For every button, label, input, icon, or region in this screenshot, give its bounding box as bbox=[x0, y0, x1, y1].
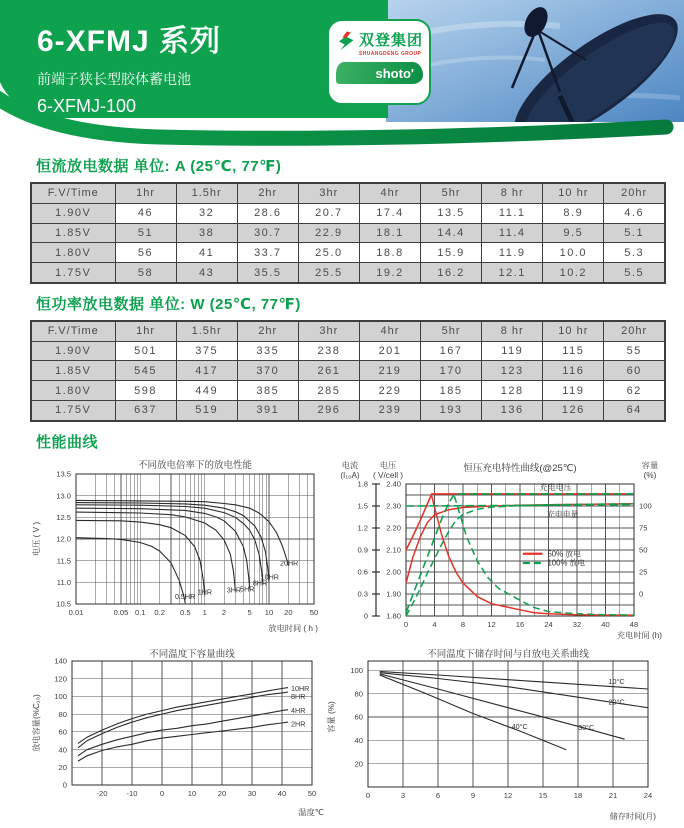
data-cell: 17.4 bbox=[359, 203, 420, 223]
svg-text:4: 4 bbox=[432, 619, 437, 629]
svg-text:9: 9 bbox=[470, 790, 476, 800]
table-header-row bbox=[31, 321, 665, 341]
column-header: 1hr bbox=[115, 183, 176, 203]
column-header: F.V/Time bbox=[31, 321, 115, 341]
svg-text:(%): (%) bbox=[643, 470, 657, 480]
data-cell: 239 bbox=[359, 401, 420, 421]
svg-text:11.0: 11.0 bbox=[56, 577, 71, 587]
svg-text:4HR: 4HR bbox=[291, 705, 306, 715]
data-cell: 20.7 bbox=[298, 203, 359, 223]
section-title-curves: 性能曲线 bbox=[36, 433, 99, 451]
data-cell: 116 bbox=[543, 361, 604, 381]
svg-text:30: 30 bbox=[247, 788, 257, 798]
svg-text:8HR: 8HR bbox=[291, 691, 306, 701]
svg-text:75: 75 bbox=[639, 523, 648, 533]
data-cell: 16.2 bbox=[421, 263, 482, 283]
data-cell: 193 bbox=[421, 401, 482, 421]
svg-text:50: 50 bbox=[639, 545, 648, 555]
data-cell: 18.1 bbox=[359, 223, 420, 243]
svg-text:0: 0 bbox=[365, 790, 371, 800]
chart-discharge-performance bbox=[30, 458, 324, 647]
data-cell: 51 bbox=[115, 223, 176, 243]
data-cell: 335 bbox=[237, 341, 298, 361]
shoto-wordmark: shoto' bbox=[375, 65, 414, 81]
data-cell: 219 bbox=[359, 361, 420, 381]
charts-grid bbox=[30, 458, 670, 828]
data-cell: 391 bbox=[237, 401, 298, 421]
data-cell: 55 bbox=[604, 341, 665, 361]
svg-text:储存时间(月): 储存时间(月) bbox=[609, 811, 656, 821]
brand-name-en: SHUANGDENG GROUP bbox=[358, 51, 422, 57]
svg-text:24: 24 bbox=[643, 790, 653, 800]
svg-text:0.3: 0.3 bbox=[357, 589, 368, 599]
svg-text:0.2: 0.2 bbox=[154, 607, 165, 617]
page-title: 6-XFMJ 系列 bbox=[37, 25, 222, 58]
svg-text:100: 100 bbox=[54, 691, 67, 701]
data-cell: 30.7 bbox=[237, 223, 298, 243]
svg-text:0.5: 0.5 bbox=[180, 607, 191, 617]
chart-cv-charge bbox=[324, 458, 666, 642]
svg-text:50% 放电: 50% 放电 bbox=[547, 549, 581, 559]
series-8HR bbox=[78, 692, 288, 748]
data-cell: 417 bbox=[176, 361, 237, 381]
svg-text:3: 3 bbox=[400, 790, 406, 800]
data-cell: 38 bbox=[176, 223, 237, 243]
shoto-swoosh bbox=[336, 62, 423, 84]
data-cell: 296 bbox=[298, 401, 359, 421]
data-cell: 126 bbox=[543, 401, 604, 421]
svg-text:50: 50 bbox=[309, 607, 319, 617]
content bbox=[0, 155, 684, 828]
table-row bbox=[31, 243, 665, 263]
column-header: F.V/Time bbox=[31, 183, 115, 203]
data-cell: 11.4 bbox=[482, 223, 543, 243]
data-cell: 449 bbox=[176, 381, 237, 401]
svg-text:100% 放电: 100% 放电 bbox=[547, 558, 586, 568]
svg-text:放电时间 ( h ): 放电时间 ( h ) bbox=[268, 623, 318, 633]
column-header: 2hr bbox=[237, 183, 298, 203]
series-8HR bbox=[76, 505, 263, 585]
data-cell: 22.9 bbox=[298, 223, 359, 243]
svg-text:充电电量: 充电电量 bbox=[546, 509, 579, 519]
data-cell: 60 bbox=[604, 361, 665, 381]
column-header: 8 hr bbox=[482, 321, 543, 341]
data-cell: 170 bbox=[421, 361, 482, 381]
svg-text:0.01: 0.01 bbox=[68, 607, 84, 617]
svg-text:0: 0 bbox=[403, 619, 409, 629]
table-row bbox=[31, 381, 665, 401]
svg-text:10.5: 10.5 bbox=[56, 599, 71, 609]
svg-text:5HR: 5HR bbox=[240, 584, 255, 594]
column-header: 3hr bbox=[298, 321, 359, 341]
svg-text:8HR: 8HR bbox=[252, 578, 268, 588]
svg-text:16: 16 bbox=[515, 619, 525, 629]
svg-text:60: 60 bbox=[354, 712, 363, 722]
svg-text:1.5: 1.5 bbox=[357, 501, 368, 511]
section-title-constant-power: 恒功率放电数据 单位: W (25℃, 77℉) bbox=[36, 295, 301, 313]
svg-text:60: 60 bbox=[58, 727, 67, 737]
svg-text:容量: 容量 bbox=[641, 460, 659, 470]
svg-text:0: 0 bbox=[62, 780, 67, 790]
svg-text:电压: 电压 bbox=[379, 460, 397, 470]
data-cell: 41 bbox=[176, 243, 237, 263]
svg-text:40: 40 bbox=[354, 735, 363, 745]
svg-text:20: 20 bbox=[58, 762, 67, 772]
column-header: 10 hr bbox=[543, 183, 604, 203]
svg-text:40°C: 40°C bbox=[511, 721, 528, 731]
row-header-cell: 1.75V bbox=[31, 263, 115, 283]
data-cell: 5.3 bbox=[604, 243, 665, 263]
svg-text:50: 50 bbox=[307, 788, 317, 798]
svg-text:电流: 电流 bbox=[341, 460, 359, 470]
data-cell: 167 bbox=[421, 341, 482, 361]
row-header-cell: 1.80V bbox=[31, 243, 115, 263]
data-cell: 119 bbox=[543, 381, 604, 401]
svg-text:100: 100 bbox=[350, 665, 363, 675]
svg-text:(I₁₀A): (I₁₀A) bbox=[340, 470, 360, 480]
brand-name-cn: 双登集团 bbox=[358, 32, 423, 49]
svg-text:140: 140 bbox=[54, 656, 67, 666]
row-header-cell: 1.80V bbox=[31, 381, 115, 401]
svg-text:12: 12 bbox=[503, 790, 513, 800]
section-title-constant-current: 恒流放电数据 单位: A (25℃, 77℉) bbox=[36, 158, 282, 175]
data-cell: 32 bbox=[176, 203, 237, 223]
svg-text:0: 0 bbox=[159, 788, 165, 798]
svg-text:10HR: 10HR bbox=[260, 572, 280, 582]
data-cell: 56 bbox=[115, 243, 176, 263]
page-subtitle: 前端子狭长型胶体蓄电池 bbox=[37, 71, 191, 87]
svg-text:10HR: 10HR bbox=[291, 683, 310, 693]
svg-text:2.00: 2.00 bbox=[386, 567, 401, 577]
svg-text:10°C: 10°C bbox=[608, 676, 625, 686]
series-current-50 bbox=[432, 496, 634, 615]
svg-text:0: 0 bbox=[363, 611, 368, 621]
svg-text:8: 8 bbox=[460, 619, 466, 629]
svg-text:20HR: 20HR bbox=[279, 558, 299, 568]
svg-text:1.80: 1.80 bbox=[386, 611, 401, 621]
data-cell: 13.5 bbox=[421, 203, 482, 223]
svg-text:充电时间 (h): 充电时间 (h) bbox=[616, 630, 662, 640]
column-header: 10 hr bbox=[543, 321, 604, 341]
column-header: 4hr bbox=[359, 183, 420, 203]
svg-text:2.20: 2.20 bbox=[386, 523, 401, 533]
svg-text:12: 12 bbox=[487, 619, 496, 629]
svg-text:10: 10 bbox=[187, 788, 197, 798]
table-row bbox=[31, 203, 665, 223]
svg-text:80: 80 bbox=[58, 709, 67, 719]
svg-text:13.5: 13.5 bbox=[56, 469, 71, 479]
column-header: 3hr bbox=[298, 183, 359, 203]
column-header: 1hr bbox=[115, 321, 176, 341]
data-cell: 12.1 bbox=[482, 263, 543, 283]
svg-text:1.2: 1.2 bbox=[357, 523, 368, 533]
svg-text:120: 120 bbox=[54, 674, 67, 684]
svg-text:20°C: 20°C bbox=[608, 697, 625, 707]
svg-text:40: 40 bbox=[277, 788, 287, 798]
column-header: 2hr bbox=[237, 321, 298, 341]
data-cell: 15.9 bbox=[421, 243, 482, 263]
svg-text:21: 21 bbox=[608, 790, 618, 800]
column-header: 1.5hr bbox=[176, 321, 237, 341]
row-header-cell: 1.75V bbox=[31, 401, 115, 421]
svg-text:13.0: 13.0 bbox=[56, 491, 71, 501]
data-cell: 501 bbox=[115, 341, 176, 361]
data-cell: 33.7 bbox=[237, 243, 298, 263]
table-row bbox=[31, 341, 665, 361]
svg-text:2.40: 2.40 bbox=[386, 479, 401, 489]
svg-text:不同放电倍率下的放电性能: 不同放电倍率下的放电性能 bbox=[137, 459, 253, 471]
data-cell: 11.9 bbox=[482, 243, 543, 263]
data-cell: 229 bbox=[359, 381, 420, 401]
svg-text:1.8: 1.8 bbox=[357, 479, 368, 489]
data-cell: 119 bbox=[482, 341, 543, 361]
svg-text:100: 100 bbox=[639, 501, 652, 511]
svg-text:12.5: 12.5 bbox=[56, 512, 71, 522]
svg-text:40: 40 bbox=[601, 619, 610, 629]
svg-text:1HR: 1HR bbox=[197, 587, 213, 597]
data-cell: 136 bbox=[482, 401, 543, 421]
chart-storage-selfdischarge bbox=[324, 647, 666, 828]
svg-text:2HR: 2HR bbox=[291, 719, 306, 729]
svg-text:10: 10 bbox=[264, 607, 274, 617]
data-cell: 385 bbox=[237, 381, 298, 401]
data-cell: 18.8 bbox=[359, 243, 420, 263]
svg-text:40: 40 bbox=[58, 745, 67, 755]
data-cell: 598 bbox=[115, 381, 176, 401]
svg-text:6: 6 bbox=[435, 790, 441, 800]
svg-text:5: 5 bbox=[247, 607, 252, 617]
svg-text:12.0: 12.0 bbox=[56, 534, 71, 544]
data-cell: 14.4 bbox=[421, 223, 482, 243]
column-header: 5hr bbox=[421, 321, 482, 341]
row-header-cell: 1.90V bbox=[31, 203, 115, 223]
data-cell: 123 bbox=[482, 361, 543, 381]
svg-text:25: 25 bbox=[639, 567, 648, 577]
svg-text:0: 0 bbox=[639, 589, 644, 599]
svg-text:3HR: 3HR bbox=[226, 585, 242, 595]
model-number: 6-XFMJ-100 bbox=[37, 96, 137, 116]
data-cell: 115 bbox=[543, 341, 604, 361]
svg-text:电压 ( V ): 电压 ( V ) bbox=[32, 521, 41, 556]
data-cell: 25.0 bbox=[298, 243, 359, 263]
svg-text:20: 20 bbox=[284, 607, 293, 617]
svg-text:48: 48 bbox=[629, 619, 639, 629]
data-cell: 261 bbox=[298, 361, 359, 381]
column-header: 20hr bbox=[604, 183, 665, 203]
data-cell: 519 bbox=[176, 401, 237, 421]
svg-text:不同温度下容量曲线: 不同温度下容量曲线 bbox=[149, 648, 235, 660]
constant-current-table bbox=[30, 182, 666, 284]
svg-text:0.1: 0.1 bbox=[135, 607, 146, 617]
table-row bbox=[31, 223, 665, 243]
chart-temp-capacity bbox=[30, 647, 324, 828]
data-cell: 10.2 bbox=[543, 263, 604, 283]
chart-storage-selfdischarge bbox=[324, 647, 660, 823]
svg-text:温度℃: 温度℃ bbox=[298, 807, 324, 817]
data-cell: 637 bbox=[115, 401, 176, 421]
data-cell: 43 bbox=[176, 263, 237, 283]
svg-text:-10: -10 bbox=[126, 788, 138, 798]
data-cell: 11.1 bbox=[482, 203, 543, 223]
svg-text:0.9: 0.9 bbox=[357, 545, 368, 555]
svg-text:恒压充电特性曲线(@25℃): 恒压充电特性曲线(@25℃) bbox=[463, 462, 577, 474]
data-cell: 10.0 bbox=[543, 243, 604, 263]
header-banner bbox=[0, 0, 684, 146]
svg-text:容量 (%): 容量 (%) bbox=[327, 701, 336, 733]
constant-power-table bbox=[30, 320, 666, 422]
data-cell: 370 bbox=[237, 361, 298, 381]
svg-text:24: 24 bbox=[544, 619, 553, 629]
svg-text:0.6: 0.6 bbox=[357, 567, 368, 577]
data-cell: 8.9 bbox=[543, 203, 604, 223]
svg-text:充电电压: 充电电压 bbox=[539, 483, 572, 493]
table-row bbox=[31, 361, 665, 381]
data-cell: 25.5 bbox=[298, 263, 359, 283]
svg-text:2: 2 bbox=[221, 607, 227, 617]
row-header-cell: 1.85V bbox=[31, 361, 115, 381]
svg-text:2.10: 2.10 bbox=[386, 545, 401, 555]
svg-text:18: 18 bbox=[573, 790, 583, 800]
data-cell: 9.5 bbox=[543, 223, 604, 243]
data-cell: 35.5 bbox=[237, 263, 298, 283]
data-cell: 64 bbox=[604, 401, 665, 421]
column-header: 5hr bbox=[421, 183, 482, 203]
data-cell: 201 bbox=[359, 341, 420, 361]
svg-text:0.5HR: 0.5HR bbox=[174, 591, 196, 601]
data-cell: 285 bbox=[298, 381, 359, 401]
brand-logo-card bbox=[327, 19, 431, 105]
data-cell: 5.5 bbox=[604, 263, 665, 283]
svg-text:11.5: 11.5 bbox=[56, 556, 71, 566]
row-header-cell: 1.85V bbox=[31, 223, 115, 243]
svg-text:20: 20 bbox=[354, 759, 363, 769]
data-cell: 185 bbox=[421, 381, 482, 401]
column-header: 4hr bbox=[359, 321, 420, 341]
data-cell: 4.6 bbox=[604, 203, 665, 223]
svg-text:2.30: 2.30 bbox=[386, 501, 401, 511]
svg-text:放电容量(%C₁₀): 放电容量(%C₁₀) bbox=[32, 694, 41, 752]
column-header: 8 hr bbox=[482, 183, 543, 203]
chart-discharge-performance bbox=[30, 458, 324, 636]
chart-cv-charge bbox=[324, 458, 666, 647]
svg-text:1: 1 bbox=[202, 607, 207, 617]
svg-text:30°C: 30°C bbox=[578, 722, 595, 732]
svg-text:15: 15 bbox=[538, 790, 548, 800]
column-header: 1.5hr bbox=[176, 183, 237, 203]
data-cell: 62 bbox=[604, 381, 665, 401]
svg-text:32: 32 bbox=[572, 619, 582, 629]
table-row bbox=[31, 263, 665, 283]
data-cell: 128 bbox=[482, 381, 543, 401]
table-header-row bbox=[31, 183, 665, 203]
svg-text:-20: -20 bbox=[96, 788, 108, 798]
column-header: 20hr bbox=[604, 321, 665, 341]
svg-text:不同温度下储存时间与自放电关系曲线: 不同温度下储存时间与自放电关系曲线 bbox=[427, 648, 589, 660]
data-cell: 58 bbox=[115, 263, 176, 283]
data-cell: 545 bbox=[115, 361, 176, 381]
data-cell: 375 bbox=[176, 341, 237, 361]
brand-bolt-icon bbox=[336, 28, 355, 58]
svg-text:( V/cell ): ( V/cell ) bbox=[372, 470, 404, 480]
series-current-100 bbox=[454, 496, 634, 615]
chart-temp-capacity bbox=[30, 647, 330, 819]
svg-text:1.90: 1.90 bbox=[386, 589, 401, 599]
data-cell: 19.2 bbox=[359, 263, 420, 283]
table-row bbox=[31, 401, 665, 421]
data-cell: 28.6 bbox=[237, 203, 298, 223]
svg-text:0.05: 0.05 bbox=[113, 607, 129, 617]
data-cell: 46 bbox=[115, 203, 176, 223]
row-header-cell: 1.90V bbox=[31, 341, 115, 361]
svg-text:20: 20 bbox=[217, 788, 227, 798]
data-cell: 238 bbox=[298, 341, 359, 361]
svg-text:80: 80 bbox=[354, 689, 363, 699]
data-cell: 5.1 bbox=[604, 223, 665, 243]
